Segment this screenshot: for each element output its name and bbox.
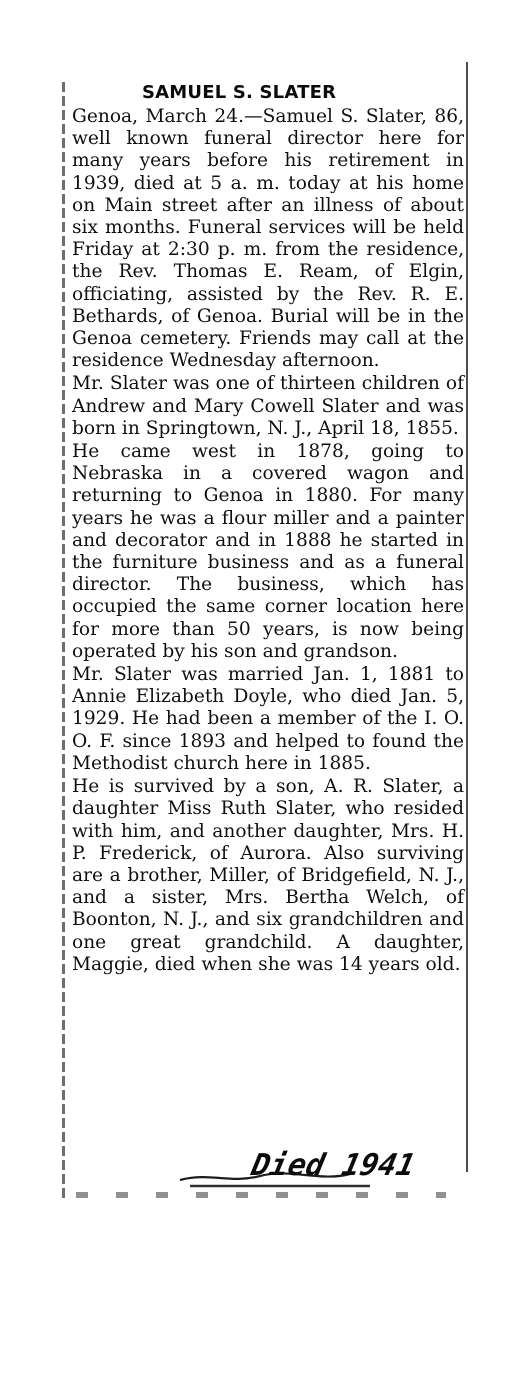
paragraph-4: Mr. Slater was married Jan. 1, 1881 to Annie Elizabeth Doyle, who died Jan. 5, 1929. He had been a member of the I. O. O. F. since 1893 and helped to found the Methodist church here in 1885. [72, 664, 464, 774]
obituary-headline: SAMUEL S. SLATER [142, 82, 337, 103]
clipping-left-edge [62, 82, 65, 1202]
paragraph-5: He is survived by a son, A. R. Slater, a daughter Miss Ruth Slater, who resided with him, and another daughter, Mrs. H. P. Frederick, of Aurora. Also surviving are a brother, Miller, of Bridgefield, N. J., and a sister, Mrs. Bertha Welch, of Boonton, N. J., and six grandchildren and one great grandchild. A daughter, Maggie, died when she was 14 years old. [72, 776, 464, 975]
obituary-body [72, 106, 464, 977]
handwritten-note: Died 1941 [248, 1148, 419, 1183]
newspaper-clipping [62, 62, 468, 1212]
paragraph-3: He came west in 1878, going to Nebraska in a covered wagon and returning to Genoa in 1880. For many years he was a flour miller and a painter and decorator and in 1888 he started in the furniture business and as a funeral director. The business, which has occupied the same corner location here for more than 50 years, is now being operated by his son and grandson. [72, 441, 464, 662]
clipping-bottom-edge [76, 1192, 446, 1198]
paragraph-2: Mr. Slater was one of thirteen children of Andrew and Mary Cowell Slater and was born in Springtown, N. J., April 18, 1855. [72, 373, 464, 439]
clipping-right-edge [466, 62, 468, 1172]
paragraph-1: Genoa, March 24.—Samuel S. Slater, 86, well known funeral director here for many years before his retirement in 1939, died at 5 a. m. today at his home on Main street after an illness of about six months. Funeral services will be held Friday at 2:30 p. m. from the residence, the Rev. Thomas E. Ream, of Elgin, officiating, assisted by the Rev. R. E. Bethards, of Genoa. Burial will be in the Genoa cemetery. Friends may call at the residence Wednesday afternoon. [72, 106, 464, 372]
